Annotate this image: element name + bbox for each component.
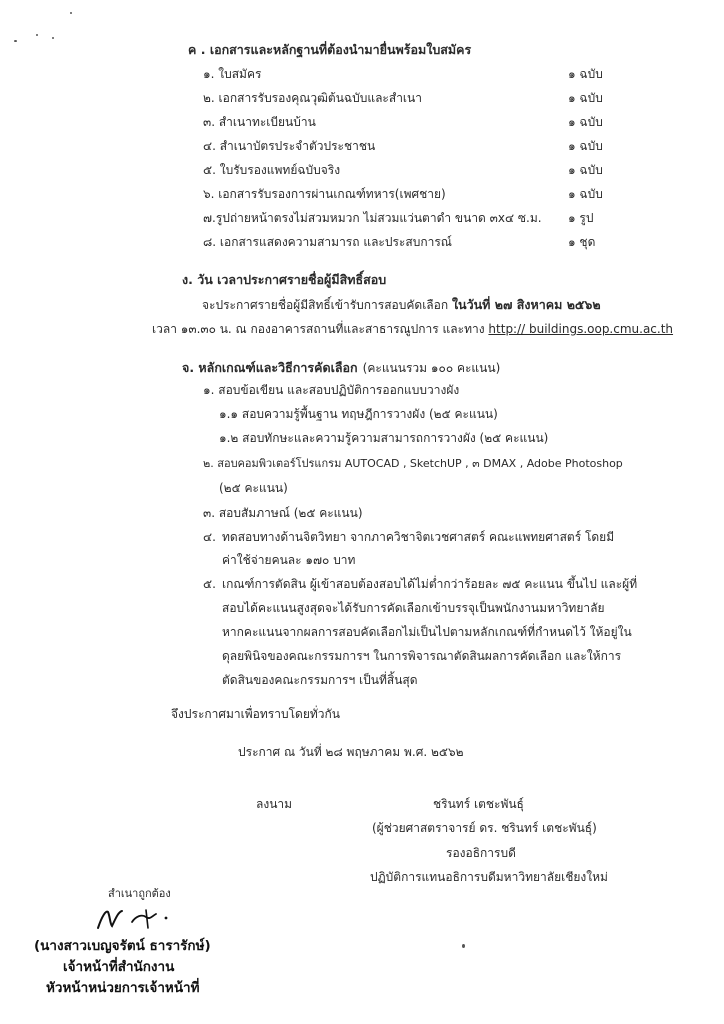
section-e-total: (คะแนนรวม ๑๐๐ คะแนน): [362, 361, 501, 375]
list-item-label: ๑. ใบสมัคร: [203, 67, 262, 81]
certifier-department-head: หัวหน้าหน่วยการเจ้าหน้าที่: [46, 980, 200, 996]
criteria-item-2-score: (๒๕ คะแนน): [219, 481, 288, 495]
criteria-item-4-number: ๔.: [203, 530, 216, 544]
scan-speck: [36, 34, 38, 36]
list-item-label: ๘. เอกสารแสดงความสามารถ และประสบการณ์: [203, 235, 452, 249]
certified-copy-label: สำเนาถูกต้อง: [108, 887, 171, 900]
announcement-date-line: ประกาศ ณ วันที่ ๒๘ พฤษภาคม พ.ศ. ๒๕๖๒: [238, 745, 464, 759]
criteria-item-5-line: เกณฑ์การตัดสิน ผู้เข้าสอบต้องสอบได้ไม่ต่ำกว่าร้อยละ ๗๕ คะแนน ขึ้นไป และผู้ที่: [222, 577, 638, 591]
section-e-title: จ. หลักเกณฑ์และวิธีการคัดเลือก: [182, 360, 358, 375]
list-item-qty: ๑ ฉบับ: [568, 115, 603, 129]
scan-speck: [52, 37, 54, 39]
website-link[interactable]: http:// buildings.oop.cmu.ac.th: [488, 322, 674, 336]
scan-speck: [462, 944, 465, 948]
criteria-item-5-line: สอบได้คะแนนสูงสุดจะได้รับการคัดเลือกเข้าบรรจุเป็นพนักงานมหาวิทยาลัย: [222, 601, 605, 615]
announcement-date: ในวันที่ ๒๗ สิงหาคม ๒๕๖๒: [451, 297, 601, 312]
list-item-qty: ๑ ชุด: [568, 235, 596, 249]
criteria-item-5-line: หากคะแนนจากผลการสอบคัดเลือกไม่เป็นไปตามหลักเกณฑ์ที่กำหนดไว้ ให้อยู่ใน: [222, 625, 632, 639]
criteria-item-3: ๓. สอบสัมภาษณ์ (๒๕ คะแนน): [203, 506, 363, 520]
signer-acting-title: ปฏิบัติการแทนอธิการบดีมหาวิทยาลัยเชียงใหม่: [370, 870, 608, 884]
criteria-item-1: ๑. สอบข้อเขียน และสอบปฏิบัติการออกแบบวางผัง: [203, 383, 460, 397]
list-item-qty: ๑ ฉบับ: [568, 187, 603, 201]
list-item-qty: ๑ ฉบับ: [568, 67, 603, 81]
section-c-heading: ค . เอกสารและหลักฐานที่ต้องนำมายื่นพร้อมใบสมัคร: [188, 42, 472, 57]
section-d-heading: ง. วัน เวลาประกาศรายชื่อผู้มีสิทธิ์สอบ: [182, 272, 387, 287]
announcement-text: จะประกาศรายชื่อผู้มีสิทธิ์เข้ารับการสอบคัดเลือก: [202, 298, 449, 312]
criteria-item-1-1: ๑.๑ สอบความรู้พื้นฐาน ทฤษฎีการวางผัง (๒๕ คะแนน): [219, 407, 498, 421]
list-item-qty: ๑ ฉบับ: [568, 163, 603, 177]
criteria-item-2: ๒. สอบคอมพิวเตอร์โปรแกรม AUTOCAD , SketchUP , ๓ DMAX , Adobe Photoshop: [203, 457, 623, 470]
certifier-role: เจ้าหน้าที่สำนักงาน: [63, 959, 175, 975]
certifier-name: (นางสาวเบญจรัตน์ ธารารักษ์): [34, 938, 211, 954]
list-item-label: ๕. ใบรับรองแพทย์ฉบับจริง: [203, 163, 341, 177]
list-item-label: ๗.รูปถ่ายหน้าตรงไม่สวมหมวก ไม่สวมแว่นตาดำ ขนาด ๓x๔ ซ.ม.: [203, 211, 542, 225]
list-item-label: ๔. สำเนาบัตรประจำตัวประชาชน: [203, 139, 376, 153]
list-item-qty: ๑ ฉบับ: [568, 139, 603, 153]
criteria-item-5-number: ๕.: [203, 577, 216, 591]
announcement-line-2: [152, 321, 673, 337]
signer-title: รองอธิการบดี: [446, 846, 516, 860]
scan-speck: [70, 12, 72, 14]
sign-label: ลงนาม: [256, 797, 293, 811]
criteria-item-5-line: ตัดสินของคณะกรรมการฯ เป็นที่สิ้นสุด: [222, 673, 418, 687]
section-e-heading: [182, 357, 500, 378]
list-item-label: ๖. เอกสารรับรองการผ่านเกณฑ์ทหาร(เพศชาย): [203, 187, 446, 201]
list-item-qty: ๑ รูป: [568, 211, 594, 225]
list-item-label: ๓. สำเนาทะเบียนบ้าน: [203, 115, 316, 129]
criteria-item-5-line: ดุลยพินิจของคณะกรรมการฯ ในการพิจารณาตัดสินผลการคัดเลือก และให้การ: [222, 649, 622, 663]
handwritten-signature: [92, 904, 222, 934]
criteria-item-1-2: ๑.๒ สอบทักษะและความรู้ความสามารถการวางผัง (๒๕ คะแนน): [219, 431, 549, 445]
list-item-label: ๒. เอกสารรับรองคุณวุฒิต้นฉบับและสำเนา: [203, 91, 422, 105]
closing-statement: จึงประกาศมาเพื่อทราบโดยทั่วกัน: [171, 707, 340, 721]
criteria-item-4-cost: ค่าใช้จ่ายคนละ ๑๗๐ บาท: [222, 553, 356, 567]
criteria-item-4: ทดสอบทางด้านจิตวิทยา จากภาควิชาจิตเวชศาสตร์ คณะแพทยศาสตร์ โดยมี: [222, 530, 615, 544]
signer-full-name: (ผู้ช่วยศาสตราจารย์ ดร. ชรินทร์ เตชะพันธุ์): [372, 821, 597, 835]
announcement-line: [202, 297, 601, 313]
scan-speck: [14, 40, 17, 42]
list-item-qty: ๑ ฉบับ: [568, 91, 603, 105]
announcement-time-place: เวลา ๑๓.๓๐ น. ณ กองอาคารสถานที่และสาธารณูปการ และทาง: [152, 322, 485, 336]
signer-name: ชรินทร์ เตชะพันธุ์: [433, 797, 524, 811]
